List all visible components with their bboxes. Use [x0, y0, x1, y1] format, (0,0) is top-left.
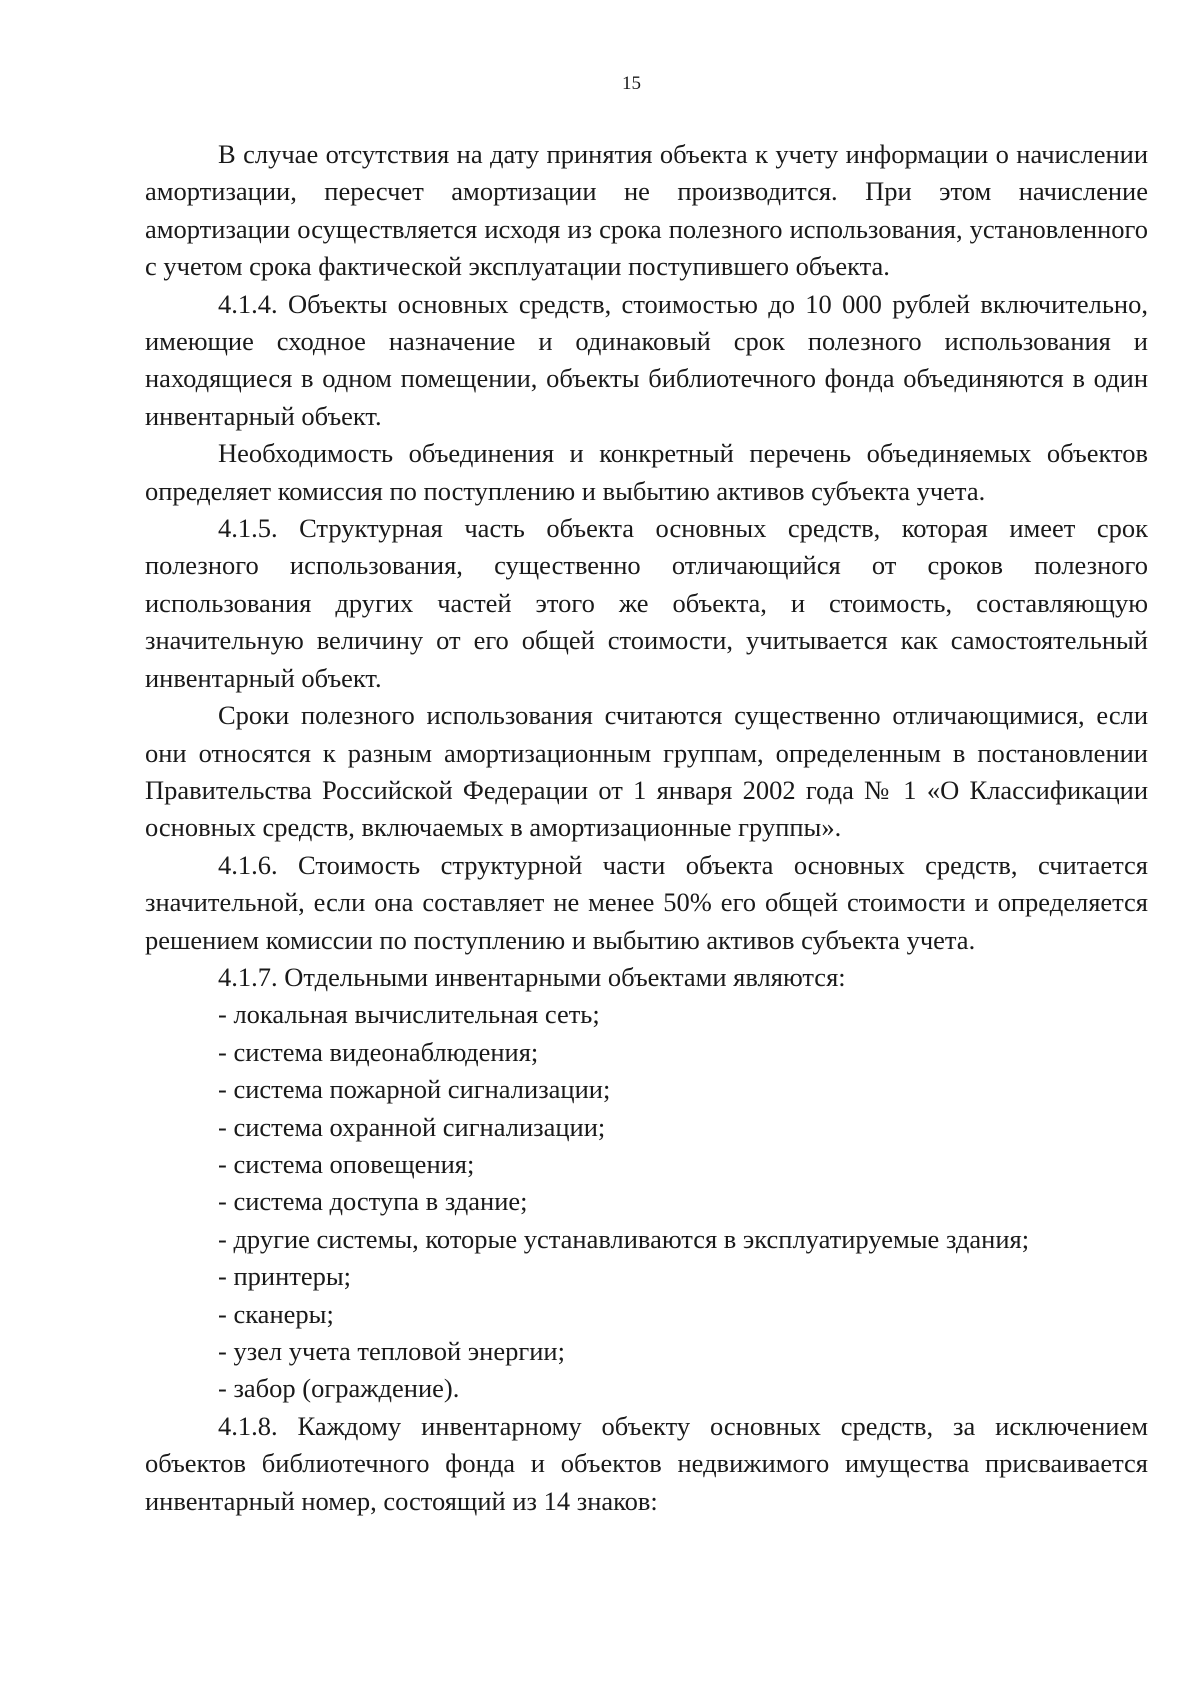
list-item: - другие системы, которые устанавливаются в эксплуатируемые здания;	[218, 1223, 1030, 1254]
list-item: - принтеры;	[218, 1261, 352, 1292]
paragraph-useful-life: Сроки полезного использования считаются существенно отличающимися, если они относятся к разным амортизационным группам, определенным в постановлении Правительства Российской Федерации от 1 января 2002 года № 1 «О Классификации основных средств, включаемых в амортизационные группы».	[145, 700, 1148, 843]
list-item: - сканеры;	[218, 1298, 334, 1329]
paragraph-amortization-recalc: В случае отсутствия на дату принятия объекта к учету информации о начислении амортизации, пересчет амортизации не производится. При этом начисление амортизации осуществляется исходя из срока полезного использования, установленного с учетом срока фактической эксплуатации поступившего объекта.	[145, 139, 1148, 282]
paragraph-4-1-5: 4.1.5. Структурная часть объекта основных средств, которая имеет срок полезного использования, существенно отличающийся от сроков полезного использования других частей этого же объекта, и стоимость, составляющую значительную величину от его общей стоимости, учитывается как самостоятельный инвентарный объект.	[145, 513, 1148, 693]
list-item: - узел учета тепловой энергии;	[218, 1336, 565, 1366]
paragraph-4-1-7: 4.1.7. Отдельными инвентарными объектами являются:	[218, 961, 846, 992]
page-number: 15	[622, 73, 641, 94]
list-item: - система доступа в здание;	[218, 1186, 528, 1217]
list-item: - система пожарной сигнализации;	[218, 1074, 611, 1105]
list-item: - система охранной сигнализации;	[218, 1111, 606, 1142]
inventory-objects-list	[145, 996, 1148, 1407]
list-item: - система оповещения;	[218, 1148, 475, 1179]
paragraph-4-1-4: 4.1.4. Объекты основных средств, стоимостью до 10 000 рублей включительно, имеющие сходное назначение и одинаковый срок полезного использования и находящиеся в одном помещении, объекты библиотечного фонда объединяются в один инвентарный объект.	[145, 288, 1148, 431]
paragraph-4-1-8: 4.1.8. Каждому инвентарному объекту основных средств, за исключением объектов библиотечного фонда и объектов недвижимого имущества присваивается инвентарный номер, состоящий из 14 знаков:	[145, 1410, 1148, 1516]
list-item: - система видеонаблюдения;	[218, 1036, 539, 1067]
list-item: - локальная вычислительная сеть;	[218, 999, 600, 1030]
list-item: - забор (ограждение).	[218, 1373, 460, 1404]
paragraph-4-1-6: 4.1.6. Стоимость структурной части объекта основных средств, считается значительной, если она составляет не менее 50% его общей стоимости и определяется решением комиссии по поступлению и выбытию активов субъекта учета.	[145, 849, 1148, 955]
document-body	[145, 136, 1148, 1520]
paragraph-merge-necessity: Необходимость объединения и конкретный перечень объединяемых объектов определяет комиссия по поступлению и выбытию активов субъекта учета.	[145, 438, 1148, 506]
